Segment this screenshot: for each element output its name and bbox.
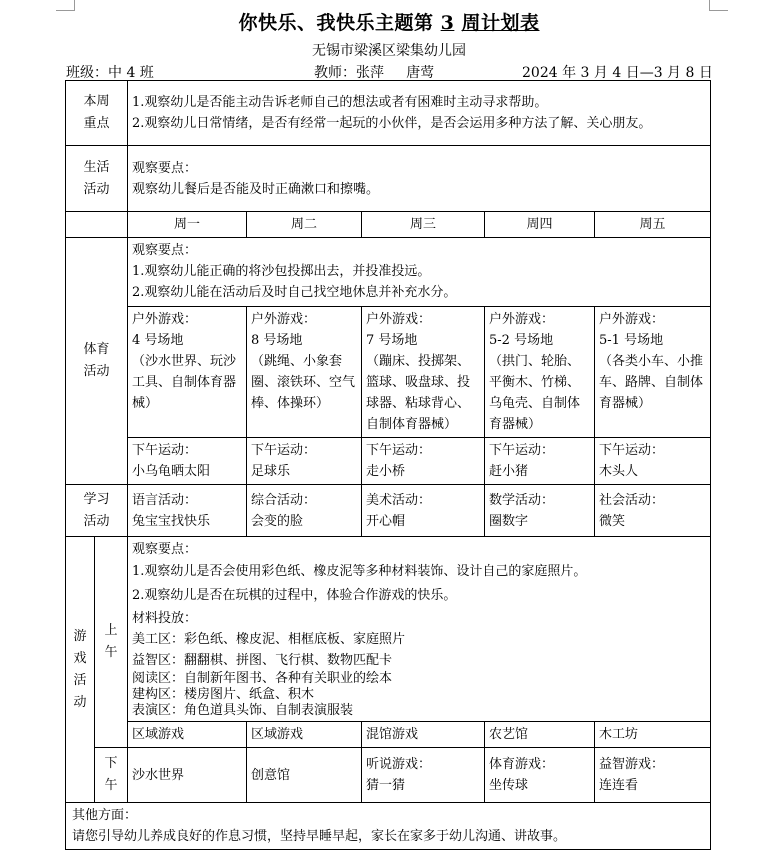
sports-label: 体育 活动 [66,238,128,485]
outdoor-cell: 户外游戏： 7 号场地 （蹦床、投掷架、篮球、吸盘球、投球器、粘球背心、自制体育器械） [362,307,485,438]
outdoor-cell: 户外游戏： 5-2 号场地 （拱门、轮胎、平衡木、竹梯、乌龟壳、自制体育器械） [485,307,595,438]
games-am-types-row [66,722,711,748]
outdoor-cell: 户外游戏： 8 号场地 （跳绳、小象套圈、滚铁环、空气棒、体操环） [247,307,362,438]
other-row [66,803,711,850]
page-title [0,8,778,35]
afternoon-cell: 下午运动： 赶小猪 [485,438,595,485]
afternoon-cell: 下午运动： 足球乐 [247,438,362,485]
sports-afternoon-row [66,438,711,485]
pm-game-cell: 听说游戏： 猜一猜 [362,748,485,803]
afternoon-cell: 下午运动： 走小桥 [362,438,485,485]
afternoon-cell: 下午运动： 木头人 [595,438,711,485]
am-game-type: 区域游戏 [247,722,362,748]
other-content [66,803,711,850]
afternoon-cell: 下午运动： 小乌龟晒太阳 [128,438,247,485]
sports-outdoor-row [66,307,711,438]
learning-row [66,485,711,537]
week-number: 3 [440,12,455,34]
games-am-label: 上 午 [95,537,128,748]
life-label: 生活 活动 [66,146,128,212]
am-game-type: 混馆游戏 [362,722,485,748]
outdoor-cell: 户外游戏： 4 号场地 （沙水世界、玩沙工具、自制体育器械） [128,307,247,438]
pm-game-cell: 体育游戏： 坐传球 [485,748,595,803]
class-label: 班级：中 4 班 [66,65,154,81]
sports-heading: 观察要点： [132,243,198,258]
teacher-2: 唐莺 [406,65,435,81]
sports-line: 2.观察幼儿能在活动后及时自己找空地休息并补充水分。 [132,285,457,300]
focus-content [128,81,711,146]
material-line: 益智区：翻翻棋、拼图、飞行棋、数物匹配卡 [132,653,393,668]
games-obs-line: 2.观察幼儿是否在玩棋的过程中，体验合作游戏的快乐。 [132,588,457,603]
pm-game-cell: 沙水世界 [128,748,247,803]
weekly-plan-table [65,80,711,850]
focus-row [66,81,711,146]
material-line: 表演区：角色道具头饰、自制表演服装 [132,703,354,718]
am-game-type: 木工坊 [595,722,711,748]
am-game-type: 区域游戏 [128,722,247,748]
other-heading: 其他方面： [72,808,138,823]
school-name: 无锡市梁溪区梁集幼儿园 [312,43,466,59]
material-line: 阅读区：自制新年图书、各种有关职业的绘本 [132,671,393,686]
life-heading: 观察要点： [132,160,198,176]
day-wednesday: 周三 [362,212,485,238]
learning-cell: 语言活动： 兔宝宝找快乐 [128,485,247,537]
material-line: 美工区：彩色纸、橡皮泥、相框底板、家庭照片 [132,632,406,647]
date-range: 2024 年 3 月 4 日—3 月 8 日 [522,65,713,81]
pm-game-cell: 益智游戏： 连连看 [595,748,711,803]
learning-cell: 社会活动： 微笑 [595,485,711,537]
day-tuesday: 周二 [247,212,362,238]
pm-game-cell: 创意馆 [247,748,362,803]
other-text: 请您引导幼儿养成良好的作息习惯，坚持早睡早起，家长在家多于幼儿沟通、讲故事。 [72,829,567,844]
life-content [128,146,711,212]
games-am-content [128,537,711,722]
sports-line: 1.观察幼儿能正确的将沙包投掷出去，并投准投远。 [132,264,431,279]
focus-label: 本周 重点 [66,81,128,146]
materials-heading: 材料投放： [132,611,198,626]
days-header-row [66,212,711,238]
games-label: 游 戏 活 动 [66,537,95,803]
learning-cell: 综合活动： 会变的脸 [247,485,362,537]
title-suffix: 周计划表 [461,12,540,34]
games-obs-line: 1.观察幼儿是否会使用彩色纸、橡皮泥等多种材料装饰、设计自己的家庭照片。 [132,564,587,579]
material-line: 建构区：楼房图片、纸盒、积木 [132,687,315,702]
focus-line: 1.观察幼儿是否能主动告诉老师自己的想法或者有困难时主动寻求帮助。 [132,95,548,110]
outdoor-cell: 户外游戏： 5-1 号场地 （各类小车、小推车、路牌、自制体育器械） [595,307,711,438]
teacher-label: 教师：张萍 唐莺 [314,65,435,81]
day-thursday: 周四 [485,212,595,238]
focus-line: 2.观察幼儿日常情绪，是否有经常一起玩的小伙伴，是否会运用多种方法了解、关心朋友。 [132,116,652,131]
games-pm-row [66,748,711,803]
learning-cell: 数学活动： 圈数字 [485,485,595,537]
sports-observe-row [66,238,711,307]
title-prefix: 你快乐、我快乐主题第 [238,12,434,34]
games-heading: 观察要点： [132,542,198,557]
days-header-blank [66,212,128,238]
life-line: 观察幼儿餐后是否能及时正确漱口和擦嘴。 [132,181,380,197]
life-row [66,146,711,212]
day-friday: 周五 [595,212,711,238]
games-am-observe-row [66,537,711,722]
learning-label: 学习 活动 [66,485,128,537]
sports-observe [128,238,711,307]
am-game-type: 农艺馆 [485,722,595,748]
day-monday: 周一 [128,212,247,238]
learning-cell: 美术活动： 开心帽 [362,485,485,537]
games-pm-label: 下 午 [95,748,128,803]
